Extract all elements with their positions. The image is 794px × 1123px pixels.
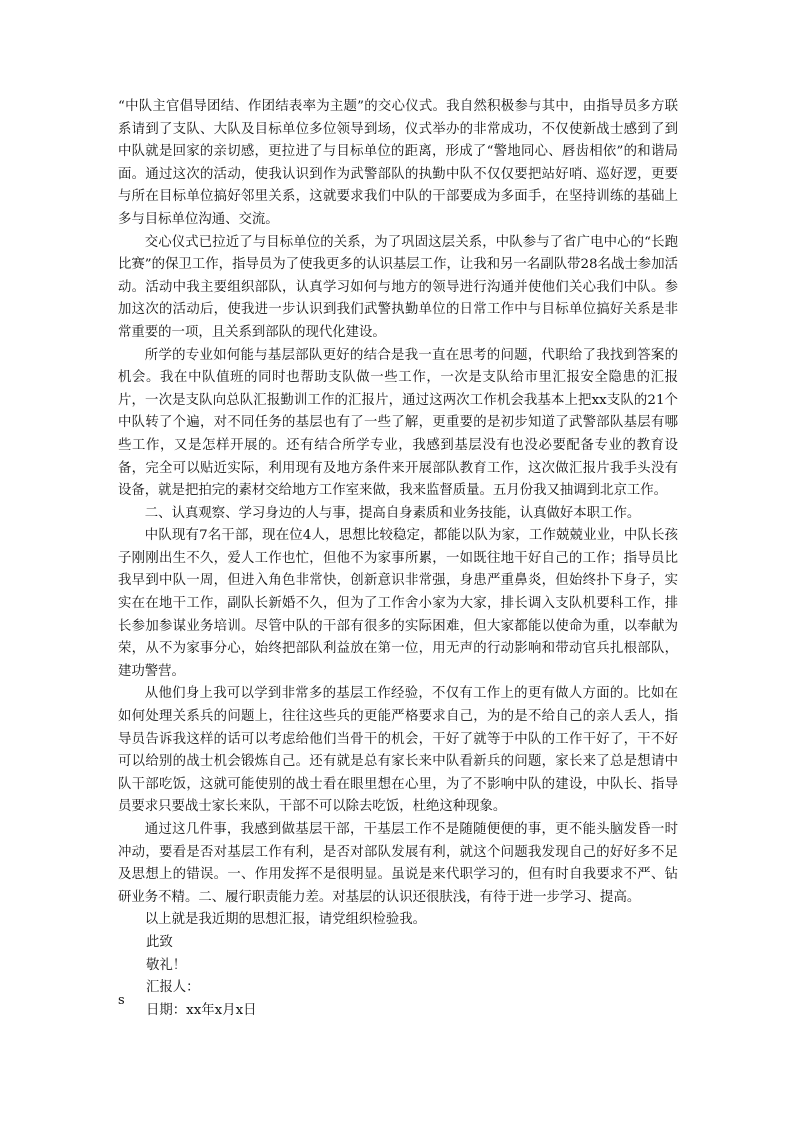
paragraph-reflection: 通过这几件事，我感到做基层干部，干基层工作不是随随便便的事，更不能头脑发昏一时冲动，要看是否对基层工作有利，是否对部队发展有利，就这个问题我发现自己的好好多不足及思想上的错误。一、作用发挥不是很明显。虽说是来代职学习的，但有时自我要求不严、钻研业务不精。二、履行职责能力差。对基层的认识还很肤浅，有待于进一步学习、提高。 <box>118 822 678 905</box>
date-label: 日期：xx年x月x日 <box>146 1002 257 1018</box>
paragraph-major: 所学的专业如何能与基层部队更好的结合是我一直在思考的问题，代职给了我找到答案的机会。我在中队值班的同时也帮助支队做一些工作，一次是支队给市里汇报安全隐患的汇报片，一次是支队向总队汇报勤训工作的汇报片，通过这两次工作机会我基本上把xx支队的21个中队转了个遍，对不同任务的基层也有了一些了解，更重要的是初步知道了武警部队基层有哪些工作，又是怎样开展的。还有结合所学专业，我感到基层没有也没必要配备专业的教育设备，完全可以贴近实际，利用现有及地方条件来开展部队教育工作，这次做汇报片我手头没有设备，就是把拍完的素材交给地方工作室来做，我来监督质量。五月份我又抽调到北京工作。 <box>118 347 678 499</box>
section-heading-two: 二、认真观察、学习身边的人与事，提高自身素质和业务技能，认真做好本职工作。 <box>144 505 641 521</box>
reporter-label: 汇报人： <box>146 980 200 996</box>
paragraph-intro-continued: “中队主官倡导团结、作团结表率为主题”的交心仪式。我自然积极参与其中，由指导员多方联系请到了支队、大队及目标单位多位领导到场，仪式举办的非常成功，不仅使新战士感到了到中队就是回家的亲切感，更拉进了与目标单位的距离，形成了“警地同心、唇齿相依”的和谐局面。通过这次的活动，使我认识到作为武警部队的执勤中队不仅仅要把站好哨、巡好逻，更要与所在目标单位搞好邻里关系，这就要求我们中队的干部要成为多面手，在坚持训练的基础上多与目标单位沟通、交流。 <box>118 99 678 227</box>
stray-mark: s <box>118 993 125 1008</box>
paragraph-conclusion: 以上就是我近期的思想汇报，请党组织检验我。 <box>144 912 426 928</box>
paragraph-relations: 交心仪式已拉近了与目标单位的关系，为了巩固这层关系，中队参与了省广电中心的“长跑比赛”的保卫工作，指导员为了使我更多的认识基层工作，让我和另一名副队带28名战士参加活动。活动中我主要组织部队，认真学习如何与地方的领导进行沟通并使他们关心我们中队。参加这次的活动后，使我进一步认识到我们武警执勤单位的日常工作中与目标单位搞好关系是非常重要的一项，且关系到部队的现代化建设。 <box>118 234 678 340</box>
document-body <box>118 96 678 1022</box>
paragraph-cadres: 中队现有7名干部，现在位4人，思想比较稳定，都能以队为家，工作兢兢业业，中队长孩子刚刚出生不久，爱人工作也忙，但他不为家事所累，一如既往地干好自己的工作；指导员比我早到中队一周，但进入角色非常快，创新意识非常强，身患严重鼻炎，但始终扑下身子，实实在在地干工作，副队长新婚不久，但为了工作舍小家为大家，排长调入支队机要科工作，排长参加参谋业务培训。尽管中队的干部有很多的实际困难，但大家都能以使命为重，以奉献为荣，从不为家事分心，始终把部队利益放在第一位，用无声的行动影响和带动官兵扎根部队，建功警营。 <box>118 528 678 679</box>
closing-regards: 敬礼！ <box>146 957 187 973</box>
paragraph-lessons: 从他们身上我可以学到非常多的基层工作经验，不仅有工作上的更有做人方面的。比如在如何处理关系兵的问题上，往往这些兵的更能严格要求自己，为的是不给自己的亲人丢人，指导员告诉我这样的话可以考虑给他们当骨干的机会，干好了就等于中队的工作干好了，干不好可以给别的战士机会锻炼自己。还有就是总有家长来中队看新兵的问题，家长来了总是想请中队干部吃饭，这就可能使别的战士看在眼里想在心里，为了不影响中队的建设，中队长、指导员要求只要战士家长来队，干部不可以除去吃饭，杜绝这种现象。 <box>118 686 678 815</box>
closing-salutation: 此致 <box>146 934 173 950</box>
